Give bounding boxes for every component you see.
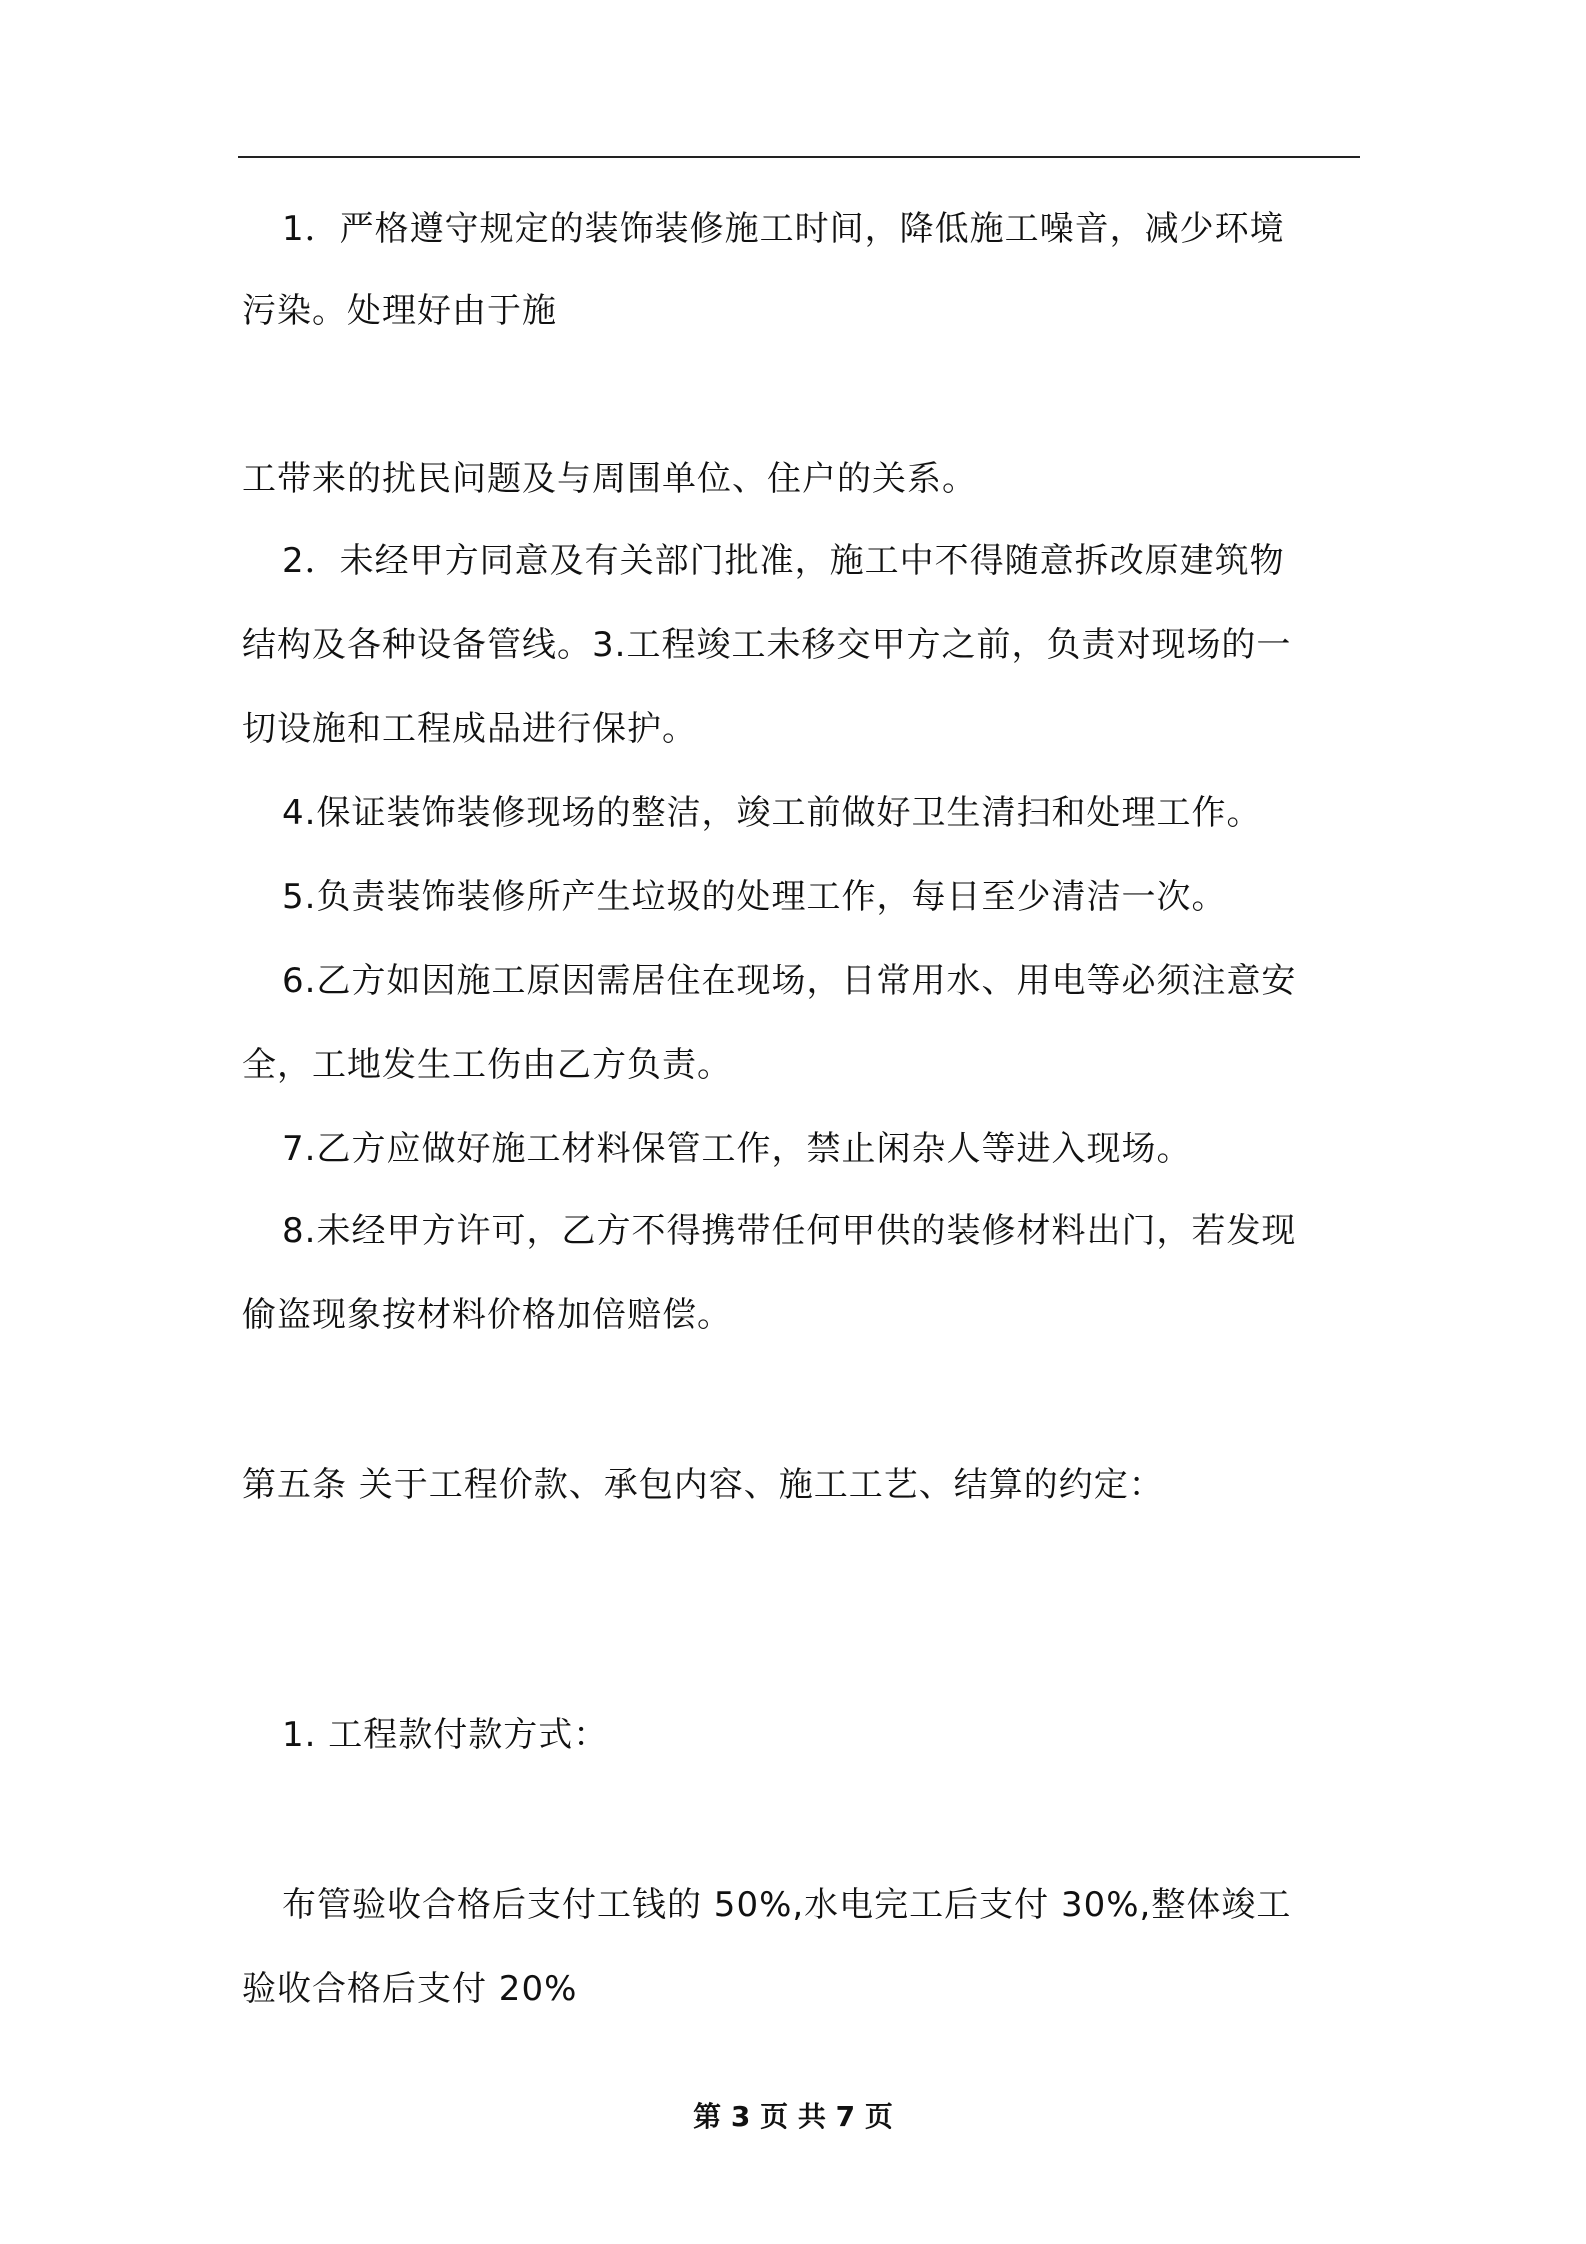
text-line-9: 6.乙方如因施工原因需居住在现场，日常用水、用电等必须注意安 [282, 961, 1297, 1001]
text-line-11: 7.乙方应做好施工材料保管工作，禁止闲杂人等进入现场。 [282, 1129, 1192, 1169]
text-line-12: 8.未经甲方许可，乙方不得携带任何甲供的装修材料出门，若发现 [282, 1211, 1297, 1251]
header-rule [238, 156, 1360, 158]
text-line-16: 布管验收合格后支付工钱的 50%,水电完工后支付 30%,整体竣工 [282, 1885, 1292, 1925]
text-line-2: 污染。处理好由于施 [242, 291, 557, 331]
text-line-13: 偷盗现象按材料价格加倍赔偿。 [242, 1295, 732, 1335]
text-line-3: 工带来的扰民问题及与周围单位、住户的关系。 [242, 459, 977, 499]
text-line-17: 验收合格后支付 20% [242, 1969, 578, 2009]
text-line-1: 1．严格遵守规定的装饰装修施工时间，降低施工噪音，减少环境 [282, 209, 1285, 249]
text-line-6: 切设施和工程成品进行保护。 [242, 709, 697, 749]
page-number: 第 3 页 共 7 页 [693, 2100, 893, 2133]
text-line-8: 5.负责装饰装修所产生垃圾的处理工作，每日至少清洁一次。 [282, 877, 1227, 917]
text-line-7: 4.保证装饰装修现场的整洁，竣工前做好卫生清扫和处理工作。 [282, 793, 1262, 833]
text-line-4: 2．未经甲方同意及有关部门批准，施工中不得随意拆改原建筑物 [282, 541, 1285, 581]
text-line-15: 1. 工程款付款方式： [282, 1715, 609, 1755]
text-line-5: 结构及各种设备管线。3.工程竣工未移交甲方之前，负责对现场的一 [242, 625, 1292, 665]
text-line-10: 全，工地发生工伤由乙方负责。 [242, 1045, 732, 1085]
section-heading: 第五条 关于工程价款、承包内容、施工工艺、结算的约定： [242, 1465, 1164, 1505]
